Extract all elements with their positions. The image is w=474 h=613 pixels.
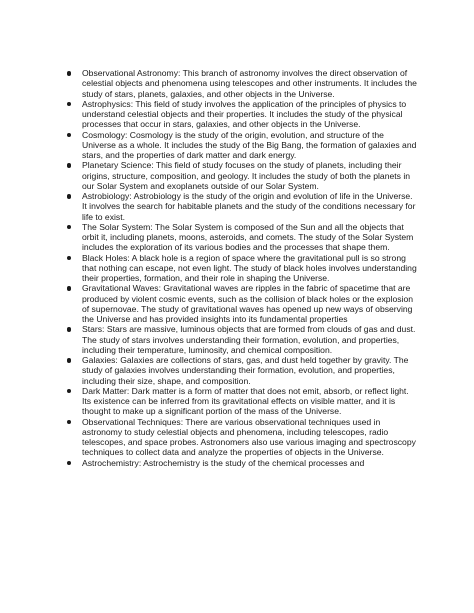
list-item bbox=[67, 191, 419, 222]
list-item bbox=[67, 355, 419, 386]
bullet-text: Stars: Stars are massive, luminous objects that are formed from clouds of gas and dust. The study of stars involves understanding their formation, evolution, and properties, including their temperature, luminosity, and chemical composition. bbox=[82, 324, 416, 355]
list-item bbox=[67, 130, 419, 161]
bullet-icon bbox=[67, 461, 71, 465]
bullet-icon bbox=[67, 163, 71, 167]
bullet-text: Black Holes: A black hole is a region of space where the gravitational pull is so strong that nothing can escape, not even light. The study of black holes involves understanding their properties, formation, and their role in shaping the Universe. bbox=[82, 252, 417, 283]
list-item bbox=[67, 324, 419, 355]
list-item bbox=[67, 417, 419, 458]
bullet-icon bbox=[67, 225, 71, 229]
bullet-text: Astrophysics: This field of study involves the application of the principles of physics to understand celestial objects and their properties. It includes the study of the physical processes that occur in stars, galaxies, and other objects in the Universe. bbox=[82, 98, 407, 130]
topic-bullet-list bbox=[67, 68, 419, 468]
bullet-icon bbox=[67, 420, 71, 424]
list-item bbox=[67, 222, 419, 253]
list-item bbox=[67, 253, 419, 284]
bullet-icon bbox=[67, 256, 71, 260]
list-item bbox=[67, 458, 419, 468]
list-item bbox=[67, 386, 419, 417]
bullet-text: Astrochemistry: Astrochemistry is the study of the chemical processes and bbox=[82, 457, 365, 468]
bullet-icon bbox=[67, 286, 71, 290]
list-item bbox=[67, 68, 419, 99]
list-item bbox=[67, 160, 419, 191]
bullet-icon bbox=[67, 358, 71, 362]
bullet-icon bbox=[67, 327, 71, 331]
bullet-text: Planetary Science: This field of study focuses on the study of planets, including their origins, structure, composition, and geology. It includes the study of both the planets in our Solar System and exoplanets outside of our Solar System. bbox=[82, 160, 411, 191]
bullet-text: Observational Astronomy: This branch of astronomy involves the direct observation of celestial objects and phenomena using telescopes and other instruments. It includes the study of stars, planets, galaxies, and other objects in the Universe. bbox=[82, 68, 417, 99]
bullet-text: Observational Techniques: There are various observational techniques used in astronomy to study celestial objects and phenomena, including telescopes, radio telescopes, and space probes. Astronomers also use various imaging and spectroscopy techniques to collect data and analyze the properties of objects in the Universe. bbox=[82, 416, 416, 458]
bullet-text: Astrobiology: Astrobiology is the study of the origin and evolution of life in the Universe. It involves the search for habitable planets and the study of the conditions necessary for life to exist. bbox=[82, 191, 416, 222]
list-item bbox=[67, 283, 419, 324]
bullet-text: The Solar System: The Solar System is composed of the Sun and all the objects that orbit it, including planets, moons, asteroids, and comets. The study of the Solar System includes the exploration of its various bodies and the processes that shape them. bbox=[82, 221, 414, 253]
bullet-icon bbox=[67, 194, 71, 198]
list-item bbox=[67, 99, 419, 130]
bullet-text: Dark Matter: Dark matter is a form of matter that does not emit, absorb, or reflect light. Its existence can be inferred from its gravitational effects on visible matter, and it is thought to make up a significant portion of the mass of the Universe. bbox=[82, 385, 409, 417]
bullet-icon bbox=[67, 71, 71, 75]
bullet-text: Galaxies: Galaxies are collections of stars, gas, and dust held together by gravity. The study of galaxies involves understanding their formation, evolution, and properties, including their size, shape, and composition. bbox=[82, 355, 409, 386]
bullet-icon bbox=[67, 133, 71, 137]
bullet-icon bbox=[67, 102, 71, 106]
bullet-text: Gravitational Waves: Gravitational waves are ripples in the fabric of spacetime that are produced by violent cosmic events, such as the collision of black holes or the explosion of supernovae. The study of gravitational waves has opened up new ways of observing the Universe and has provided insights into its fundamental properties bbox=[82, 283, 414, 324]
bullet-text: Cosmology: Cosmology is the study of the origin, evolution, and structure of the Universe as a whole. It includes the study of the Big Bang, the formation of galaxies and stars, and the properties of dark matter and dark energy. bbox=[82, 129, 417, 160]
bullet-icon bbox=[67, 389, 71, 393]
